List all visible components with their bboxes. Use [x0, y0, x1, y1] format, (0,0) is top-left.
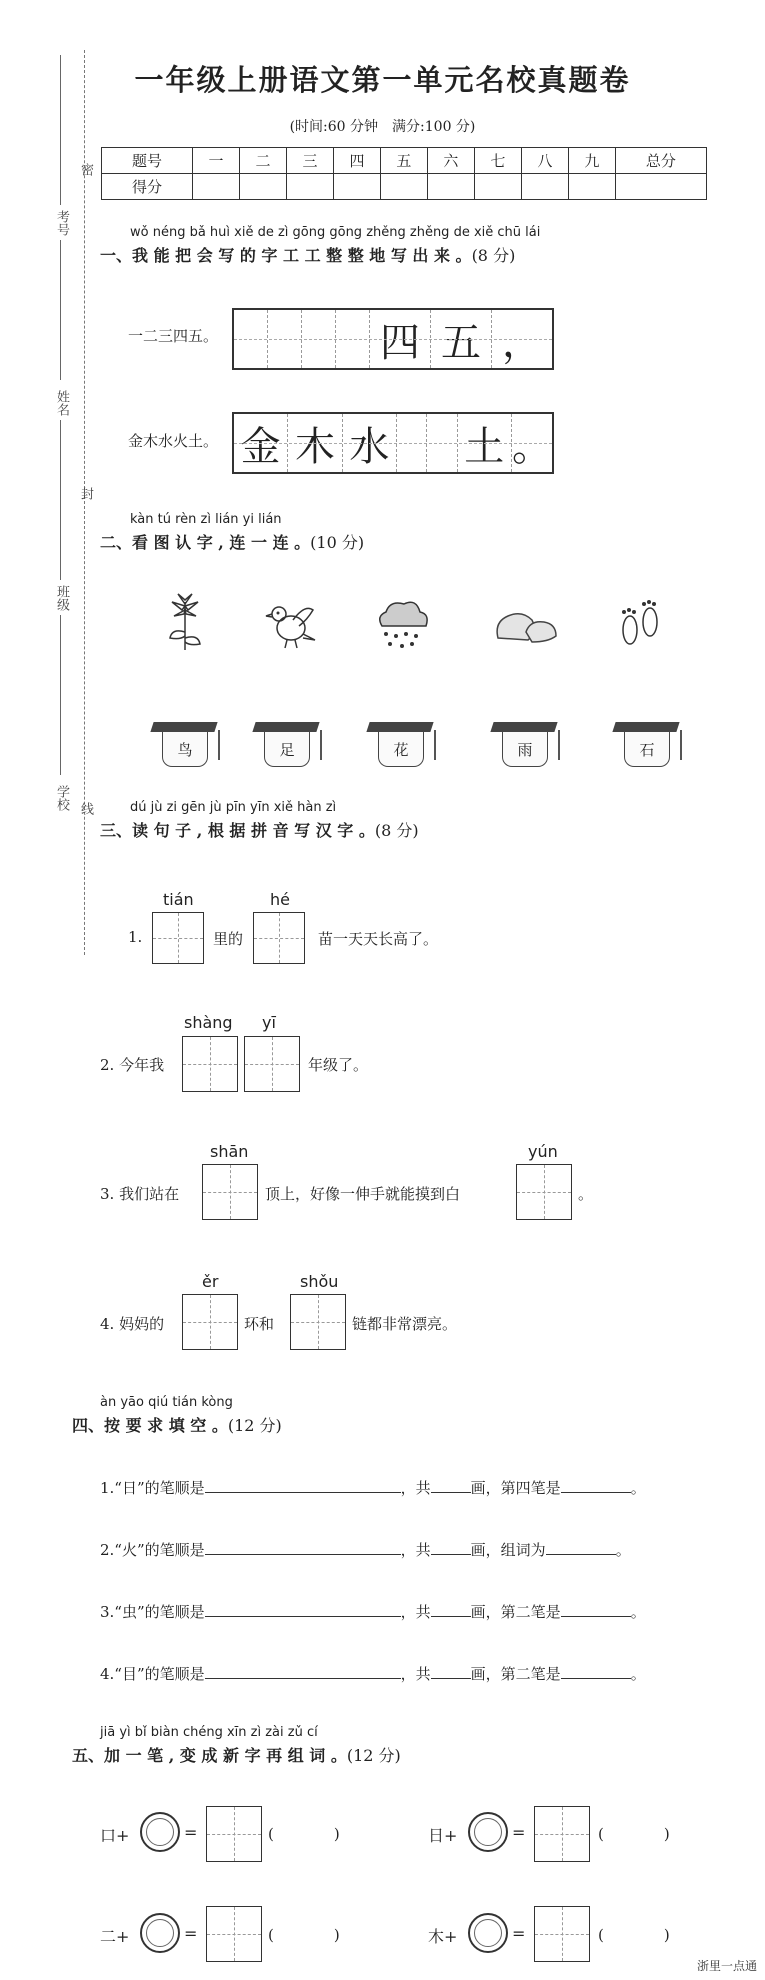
- sec4-heading: [72, 1413, 282, 1436]
- fill-blank[interactable]: [546, 1538, 616, 1555]
- fill-text: 画，第四笔是: [470, 1479, 561, 1497]
- score-input[interactable]: [333, 174, 380, 200]
- score-input[interactable]: [521, 174, 568, 200]
- sec1-heading-text: 一、我 能 把 会 写 的 字 工 工 整 整 地 写 出 来 。: [100, 246, 472, 265]
- fill-text: 3.“虫”的笔顺是: [100, 1603, 205, 1621]
- fill-blank[interactable]: [205, 1476, 401, 1493]
- score-cell: 总分: [615, 148, 706, 174]
- sec3-q2-pinyin1: shàng: [184, 1013, 233, 1032]
- hanzi-box[interactable]: [152, 912, 204, 964]
- fill-blank[interactable]: [205, 1662, 401, 1679]
- sec2-points: (10 分): [310, 533, 365, 552]
- write-cell[interactable]: [267, 310, 301, 368]
- hanzi-box[interactable]: [206, 1906, 262, 1962]
- sec5-heading: [72, 1743, 401, 1766]
- score-input[interactable]: [615, 174, 706, 200]
- fill-blank[interactable]: [431, 1476, 471, 1493]
- hanzi-box[interactable]: [202, 1164, 258, 1220]
- hat-char: 足: [264, 732, 310, 767]
- fill-text: 画，组词为: [470, 1541, 546, 1559]
- score-cell: 八: [521, 148, 568, 174]
- add-stroke-base: 二+: [100, 1927, 130, 1946]
- sec3-q3-pinyin2: yún: [528, 1142, 558, 1161]
- sec3-heading: [100, 818, 419, 841]
- word-paren[interactable]: ( ): [268, 1825, 340, 1843]
- score-input[interactable]: [427, 174, 474, 200]
- write-cell[interactable]: [426, 414, 456, 472]
- hanzi-box[interactable]: [182, 1294, 238, 1350]
- write-cell: 金: [240, 423, 281, 470]
- add-stroke-base: 日+: [428, 1826, 458, 1845]
- score-cell: 三: [286, 148, 333, 174]
- hat-card[interactable]: [612, 722, 680, 772]
- fill-line: [100, 1662, 646, 1684]
- sec3-q2-num: 2. 今年我: [100, 1056, 165, 1074]
- hanzi-box[interactable]: [253, 912, 305, 964]
- add-stroke-base: 木+: [428, 1927, 458, 1946]
- score-cell: 四: [333, 148, 380, 174]
- score-header-row: [102, 148, 707, 174]
- label-name: 姓名: [54, 390, 69, 416]
- fill-text: 1.“日”的笔顺是: [100, 1479, 205, 1497]
- sec3-q4-mid: 环和: [244, 1315, 275, 1333]
- label-school: 学校: [54, 785, 69, 811]
- score-input[interactable]: [239, 174, 286, 200]
- fill-text: 。: [630, 1479, 646, 1497]
- sec3-q1-num: 1.: [128, 928, 143, 946]
- sec1-heading: [100, 243, 515, 266]
- hanzi-box[interactable]: [206, 1806, 262, 1862]
- write-cell[interactable]: [234, 310, 267, 368]
- binding-line: [84, 50, 85, 955]
- sec3-q1-mid: 里的: [213, 930, 244, 948]
- fill-line: [100, 1538, 631, 1560]
- score-input[interactable]: [568, 174, 615, 200]
- hanzi-box[interactable]: [534, 1906, 590, 1962]
- score-cell: 六: [427, 148, 474, 174]
- hat-card[interactable]: [150, 722, 218, 772]
- add-stroke-eq: =: [184, 1823, 198, 1842]
- add-stroke-base: 口+: [100, 1826, 130, 1845]
- add-stroke-circle[interactable]: [140, 1913, 180, 1953]
- sec1-row1-writebar[interactable]: [232, 308, 554, 370]
- fill-text: 2.“火”的笔顺是: [100, 1541, 205, 1559]
- add-stroke-eq: =: [512, 1924, 526, 1943]
- sec3-q3-pinyin1: shān: [210, 1142, 249, 1161]
- hanzi-box[interactable]: [182, 1036, 238, 1092]
- fill-blank[interactable]: [561, 1476, 631, 1493]
- add-stroke-circle[interactable]: [140, 1812, 180, 1852]
- binding-mi: 密: [78, 163, 93, 176]
- sec3-q4-end: 链都非常漂亮。: [352, 1315, 458, 1333]
- class-line: [60, 615, 61, 775]
- sec4-heading-text: 四、按 要 求 填 空 。: [72, 1416, 228, 1435]
- sec3-pinyin: dú jù zi gēn jù pīn yīn xiě hàn zì: [130, 800, 337, 815]
- score-cell: 七: [474, 148, 521, 174]
- write-cell: ，: [491, 310, 552, 368]
- sec3-heading-text: 三、读 句 子 , 根 据 拼 音 写 汉 字 。: [100, 821, 375, 840]
- fill-text: 4.“目”的笔顺是: [100, 1665, 205, 1683]
- page-title: 一年级上册语文第一单元名校真题卷: [134, 63, 631, 97]
- fill-text: 。: [630, 1603, 646, 1621]
- hanzi-box[interactable]: [290, 1294, 346, 1350]
- label-class: 班级: [54, 585, 69, 611]
- sec3-q1-pinyin1: tián: [163, 890, 194, 909]
- fill-text: ，共: [400, 1541, 431, 1559]
- write-cell: 土: [457, 414, 511, 472]
- sec2-heading: [100, 530, 364, 553]
- sec2-heading-text: 二、看 图 认 字 , 连 一 连 。: [100, 533, 311, 552]
- write-cell: 木: [287, 414, 341, 472]
- rain-cloud-icon[interactable]: [372, 596, 432, 654]
- word-paren[interactable]: ( ): [268, 1926, 340, 1944]
- fill-text: ，共: [400, 1603, 431, 1621]
- hat-card[interactable]: [366, 722, 434, 772]
- sec1-points: (8 分): [471, 246, 516, 265]
- fill-text: 。: [615, 1541, 631, 1559]
- sec1-row2-writebar[interactable]: [232, 412, 554, 474]
- write-cell: 四: [369, 310, 430, 368]
- sec1-row1-prompt: 一二三四五。: [128, 327, 219, 345]
- word-paren[interactable]: ( ): [598, 1825, 670, 1843]
- stone-icon[interactable]: [492, 602, 562, 646]
- hat-char: 花: [378, 732, 424, 767]
- add-stroke-eq: =: [184, 1924, 198, 1943]
- write-cell: 。: [511, 414, 552, 472]
- sec3-q3-num: 3. 我们站在: [100, 1185, 180, 1203]
- score-input[interactable]: [193, 174, 240, 200]
- fill-text: 。: [630, 1665, 646, 1683]
- score-input[interactable]: [474, 174, 521, 200]
- sec4-pinyin: àn yāo qiú tián kòng: [100, 1395, 233, 1410]
- sec3-q3-end: 。: [578, 1185, 594, 1203]
- score-label: 得分: [102, 174, 193, 200]
- sec3-q2-pinyin2: yī: [262, 1013, 276, 1032]
- add-stroke-circle[interactable]: [468, 1812, 508, 1852]
- fill-blank[interactable]: [431, 1600, 471, 1617]
- score-cell: 题号: [102, 148, 193, 174]
- score-cell: 二: [239, 148, 286, 174]
- fill-blank[interactable]: [561, 1600, 631, 1617]
- fill-blank[interactable]: [205, 1538, 401, 1555]
- hanzi-box[interactable]: [516, 1164, 572, 1220]
- sec1-row2-prompt: 金木水火土。: [128, 432, 219, 450]
- write-cell[interactable]: [335, 310, 369, 368]
- exam-no-line: [60, 240, 61, 380]
- score-input[interactable]: [286, 174, 333, 200]
- score-cell: 五: [380, 148, 427, 174]
- bird-icon[interactable]: [263, 596, 318, 652]
- sec3-points: (8 分): [374, 821, 419, 840]
- flower-icon[interactable]: [160, 592, 210, 654]
- score-cell: 一: [193, 148, 240, 174]
- sec2-pinyin: kàn tú rèn zì lián yi lián: [130, 512, 282, 527]
- fill-text: ，共: [400, 1665, 431, 1683]
- word-paren[interactable]: ( ): [598, 1926, 670, 1944]
- hanzi-box[interactable]: [534, 1806, 590, 1862]
- watermark: 浙里一点通: [696, 1959, 757, 1973]
- fill-line: [100, 1600, 646, 1622]
- school-line: [60, 55, 61, 205]
- sec3-q4-pinyin2: shǒu: [300, 1272, 339, 1291]
- sec5-points: (12 分): [346, 1746, 401, 1765]
- fill-text: ，共: [400, 1479, 431, 1497]
- sec3-q4-num: 4. 妈妈的: [100, 1315, 165, 1333]
- sec3-q1-end: 苗一天天长高了。: [318, 930, 439, 948]
- fill-blank[interactable]: [431, 1538, 471, 1555]
- sec5-pinyin: jiā yì bǐ biàn chéng xīn zì zài zǔ cí: [100, 1725, 318, 1740]
- name-line: [60, 420, 61, 580]
- write-cell[interactable]: [396, 414, 426, 472]
- label-exam-no: 考号: [54, 210, 69, 236]
- binding-xian: 线: [78, 802, 93, 815]
- fill-line: [100, 1476, 646, 1498]
- hat-char: 石: [624, 732, 670, 767]
- sec1-pinyin: wǒ néng bǎ huì xiě de zì gōng gōng zhěng zhěng de xiě chū lái: [130, 225, 541, 240]
- fill-text: 画，第二笔是: [470, 1665, 561, 1683]
- footprint-icon[interactable]: [612, 596, 668, 652]
- fill-blank[interactable]: [205, 1600, 401, 1617]
- sec5-heading-text: 五、加 一 笔 , 变 成 新 字 再 组 词 。: [72, 1746, 347, 1765]
- fill-text: 画，第二笔是: [470, 1603, 561, 1621]
- score-cell: 九: [568, 148, 615, 174]
- binding-feng: 封: [78, 487, 93, 500]
- add-stroke-eq: =: [512, 1823, 526, 1842]
- hat-char: 鸟: [162, 732, 208, 767]
- exam-info: (时间:60 分钟 满分:100 分): [289, 119, 476, 135]
- write-cell: 五: [430, 310, 491, 368]
- hat-char: 雨: [502, 732, 548, 767]
- sec3-q4-pinyin1: ěr: [202, 1272, 219, 1291]
- fill-blank[interactable]: [431, 1662, 471, 1679]
- write-cell: 水: [342, 414, 396, 472]
- hat-card[interactable]: [252, 722, 320, 772]
- score-table: [101, 147, 707, 200]
- add-stroke-circle[interactable]: [468, 1913, 508, 1953]
- write-cell[interactable]: [301, 310, 335, 368]
- sec4-points: (12 分): [227, 1416, 282, 1435]
- score-input[interactable]: [380, 174, 427, 200]
- sec3-q3-mid: 顶上，好像一伸手就能摸到白: [265, 1185, 461, 1203]
- hat-card[interactable]: [490, 722, 558, 772]
- hanzi-box[interactable]: [244, 1036, 300, 1092]
- fill-blank[interactable]: [561, 1662, 631, 1679]
- score-value-row: [102, 174, 707, 200]
- sec3-q2-end: 年级了。: [308, 1056, 369, 1074]
- sec3-q1-pinyin2: hé: [270, 890, 290, 909]
